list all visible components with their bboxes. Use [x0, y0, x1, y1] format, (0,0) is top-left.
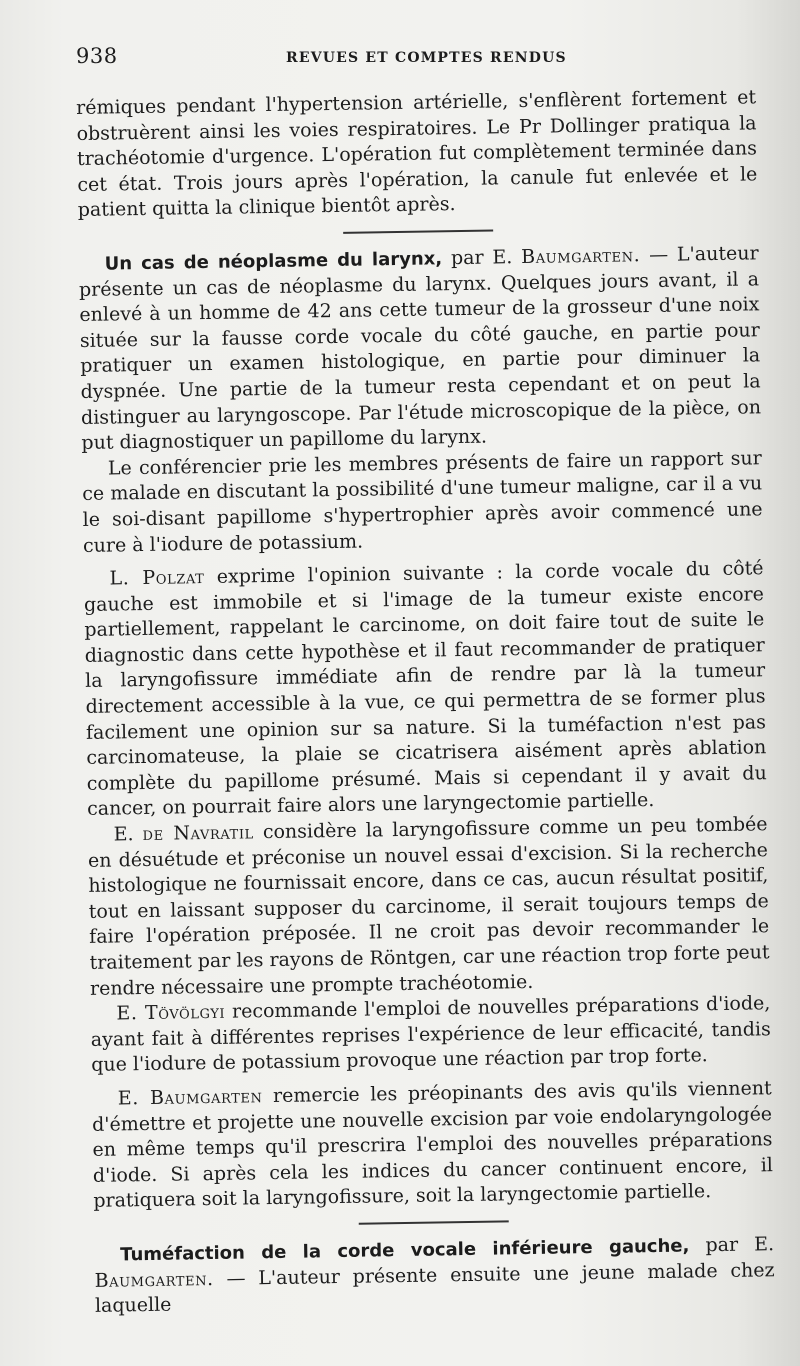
page-header — [76, 44, 756, 74]
article-1-author: Baumgarten. — [520, 244, 641, 268]
speaker-baumgarten: E. Baumgarten — [117, 1085, 263, 1110]
article-1-paragraph-3: L. Polzat exprime l'opinion suivante : la corde vocale du côté gauche est immobile et si l'image de la tumeur existe encore partiellement, rappelant le carcinome, on doit faire tout de suite le diagnostic dans cette hypothèse et il faut recommander de pratiquer la laryngofissure immédiate afin de rendre par là la tumeur directement accessible à la vue, ce qui permettra de se former plus facilement une opinion sur sa nature. Si la tuméfaction n'est pas carcinomateuse, la plaie se cicatrisera aisément après ablation complète du papillome présumé. Mais si cependant il y avait du cancer, on pourrait faire alors une laryngectomie partielle. — [83, 557, 767, 821]
article-1-paragraph-5: E. Tövölgyi recommande l'emploi de nouvelles préparations d'iode, ayant fait à différentes reprises l'expérience de leur efficacité, tandis que l'iodure de potassium provoque une réaction par trop forte. — [90, 992, 771, 1077]
section-divider — [343, 229, 493, 233]
article-1-intro: Un cas de néoplasme du larynx, par E. Baumgarten. — L'auteur présente un cas de néoplasme du larynx. Quelques jours avant, il a enlevé à un homme de 42 ans cette tumeur de la grosseur d'une noix située sur la fausse corde vocale du côté gauche, en partie pour pratiquer un examen histologique, en partie pour diminuer la dyspnée. Une partie de la tumeur resta cependant et on peut la distinguer au laryngoscope. Par l'étude microscopique de la pièce, on put diagnostiquer un papillome du larynx. — [78, 242, 762, 455]
speaker-navratil: de Navratil — [142, 821, 254, 846]
article-1-paragraph-4: E. de Navratil considère la laryngofissure comme un peu tombée en désuétude et préconise un nouvel essai d'excision. Si la recherche histologique ne fournissait encore, dans ce cas, aucun résultat positif, tout en laissant supposer du carcinome, il serait toujours temps de faire l'opération préposée. Il ne croit pas devoir recommander le traitement par les rayons de Röntgen, car une réaction trop forte peut rendre nécessaire une prompte trachéotomie. — [87, 813, 770, 1000]
article-2-intro: Tuméfaction de la corde vocale inférieure gauche, par E. Baumgarten. — L'auteur présente ensuite une jeune malade chez laquelle — [94, 1233, 775, 1317]
speaker-polzat: L. Polzat — [109, 566, 205, 590]
article-1-paragraph-2: Le conférencier prie les membres présents de faire un rapport sur ce malade en discutant la possibilité d'une tumeur maligne, car il a vu le soi-disant papillome s'hypertrophier après avoir commencé une cure à l'iodure de potassium. — [82, 446, 763, 557]
page-body — [76, 85, 775, 1319]
article-1-title: Un cas de néoplasme du larynx, — [104, 248, 443, 275]
running-head: REVUES ET COMPTES RENDUS — [286, 50, 567, 66]
page-number: 938 — [76, 44, 118, 68]
article-2-title: Tuméfaction de la corde vocale inférieure gauche, — [120, 1235, 690, 1266]
article-2-author: Baumgarten. — [94, 1267, 214, 1292]
continued-paragraph: rémiques pendant l'hypertension artérielle, s'enflèrent fortement et obstruèrent ainsi les voies respiratoires. Le Pr Dollinger pratiqua la trachéotomie d'urgence. L'opération fut complètement terminée dans cet état. Trois jours après l'opération, la canule fut enlevée et le patient quitta la clinique bientôt après. — [76, 86, 758, 222]
speaker-tovolgyi: E. Tövölgyi — [116, 1000, 226, 1025]
article-1-paragraph-6: E. Baumgarten remercie les préopinants des avis qu'ils viennent d'émettre et projette une nouvelle excision par voie endolaryngologée en même temps qu'il prescrira l'emploi des nouvelles préparations d'iode. Si après cela les indices du cancer continuent encore, il pratiquera soit la laryngofissure, soit la laryngectomie partielle. — [91, 1077, 774, 1213]
section-divider-2 — [359, 1220, 509, 1224]
